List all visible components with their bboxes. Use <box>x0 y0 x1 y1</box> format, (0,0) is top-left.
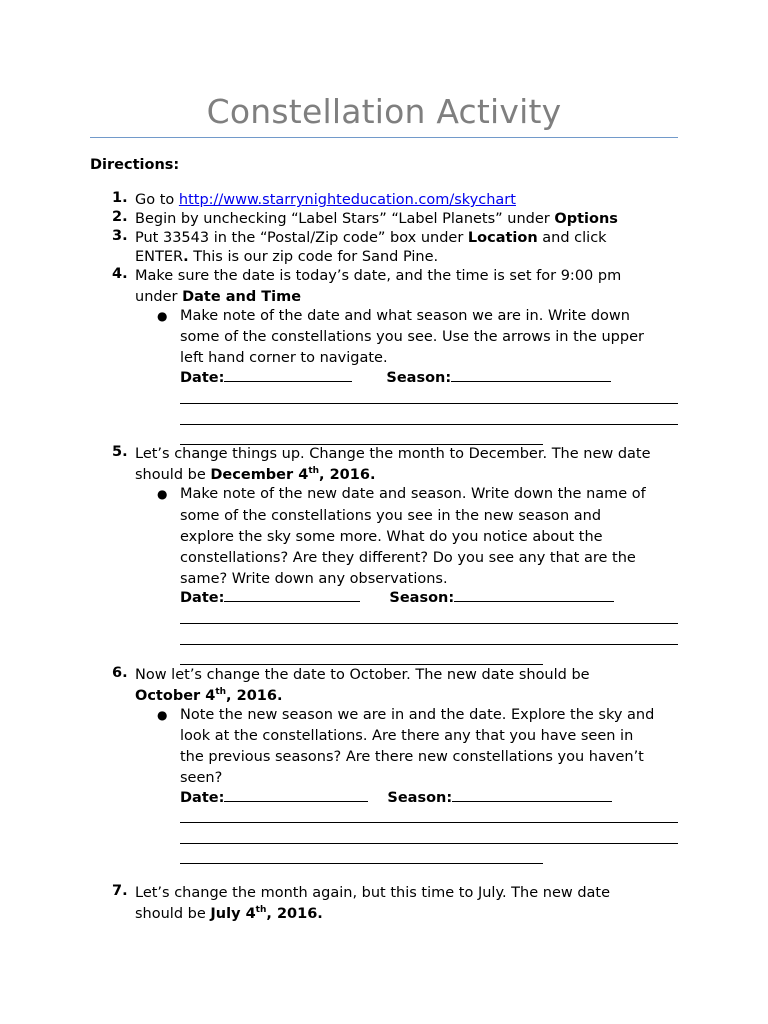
step-4-line-1: Make sure the date is today’s date, and the time is set for 9:00 pm <box>135 268 622 284</box>
step-7-line-1: Let’s change the month again, but this time to July. The new date <box>135 885 611 901</box>
step-5-bullet-line-3: explore the sky some more. What do you notice about the <box>180 529 603 545</box>
step-5-bullet-line-5: same? Write down any observations. <box>180 571 448 587</box>
season-label: Season: <box>389 590 455 606</box>
date-label: Date: <box>180 790 225 806</box>
step-3-prefix: Put 33543 in the “Postal/Zip code” box under <box>135 230 468 246</box>
step-5-bullet-line-4: constellations? Are they different? Do you see any that are the <box>180 550 636 566</box>
bullet-icon: ● <box>157 708 168 722</box>
step-6-number: 6. <box>112 665 128 681</box>
step-1-text <box>135 190 516 210</box>
step-3-enter: ENTER <box>135 249 184 265</box>
step-7-sup: th <box>255 905 267 916</box>
date-blank[interactable] <box>224 787 368 802</box>
step-7-line-2 <box>135 904 323 924</box>
season-label: Season: <box>386 370 452 386</box>
date-label: Date: <box>180 590 225 606</box>
step-6-bullet-line-4: seen? <box>180 770 223 786</box>
step-7-date: July 4 <box>210 906 256 922</box>
answer-line[interactable] <box>180 822 678 823</box>
step-6-sup: th <box>215 687 227 698</box>
step-3-period: . <box>183 249 189 265</box>
step-4-bullet-line-1: Make note of the date and what season we are in. Write down <box>180 308 630 324</box>
step-2-bold: Options <box>554 211 618 227</box>
step-4-bullet-line-2: some of the constellations you see. Use the arrows in the upper <box>180 329 644 345</box>
step-6-line-2 <box>135 686 282 706</box>
answer-line[interactable] <box>180 863 543 864</box>
answer-line[interactable] <box>180 843 678 844</box>
step-4-bullet-line-3: left hand corner to navigate. <box>180 350 388 366</box>
step-5-sup: th <box>308 466 320 477</box>
step-5-line-1: Let’s change things up. Change the month to December. The new date <box>135 446 651 462</box>
step-2-text <box>135 209 618 229</box>
step-6-line-1: Now let’s change the date to October. The new date should be <box>135 667 590 683</box>
season-blank[interactable] <box>451 367 611 382</box>
step-3-zip-note: This is our zip code for Sand Pine. <box>188 249 439 265</box>
season-label: Season: <box>387 790 453 806</box>
step-1-number: 1. <box>112 190 128 206</box>
step-2-prefix: Begin by unchecking “Label Stars” “Label Planets” under <box>135 211 555 227</box>
step-4-bold: Date and Time <box>182 289 302 305</box>
step-6-year: , 2016. <box>226 688 283 704</box>
step-4-number: 4. <box>112 266 128 282</box>
step-5-bullet-line-1: Make note of the new date and season. Write down the name of <box>180 486 646 502</box>
step-5-date: December 4 <box>210 467 309 483</box>
answer-line[interactable] <box>180 644 678 645</box>
answer-line[interactable] <box>180 403 678 404</box>
skychart-link[interactable]: http://www.starrynighteducation.com/skychart <box>178 192 516 208</box>
step-5-number: 5. <box>112 444 128 460</box>
date-label: Date: <box>180 370 225 386</box>
step-6-date-season <box>180 787 612 808</box>
title-underline <box>90 137 678 138</box>
step-5-line-2 <box>135 465 375 485</box>
step-4-date-season <box>180 367 611 388</box>
step-3-number: 3. <box>112 228 128 244</box>
step-7-year: , 2016. <box>266 906 323 922</box>
step-7-number: 7. <box>112 883 128 899</box>
step-3-bold: Location <box>467 230 538 246</box>
answer-line[interactable] <box>180 424 678 425</box>
step-5-year: , 2016. <box>319 467 376 483</box>
step-4-line-2 <box>135 287 301 307</box>
step-5-bullet-line-2: some of the constellations you see in the new season and <box>180 508 602 524</box>
step-6-date: October 4 <box>135 688 216 704</box>
step-4-under: under <box>135 289 183 305</box>
answer-line[interactable] <box>180 623 678 624</box>
bullet-icon: ● <box>157 487 168 501</box>
step-6-bullet-line-3: the previous seasons? Are there new constellations you haven’t <box>180 749 644 765</box>
date-blank[interactable] <box>224 587 360 602</box>
step-1-prefix: Go to <box>135 192 179 208</box>
step-6-bullet-line-1: Note the new season we are in and the date. Explore the sky and <box>180 707 655 723</box>
season-blank[interactable] <box>454 587 614 602</box>
step-3-line-2 <box>135 247 438 267</box>
bullet-icon: ● <box>157 309 168 323</box>
date-blank[interactable] <box>224 367 352 382</box>
step-5-date-season <box>180 587 614 608</box>
step-6-bullet-line-2: look at the constellations. Are there any that you have seen in <box>180 728 634 744</box>
step-2-number: 2. <box>112 209 128 225</box>
directions-heading: Directions: <box>90 157 180 173</box>
step-5-should-be: should be <box>135 467 211 483</box>
step-7-should-be: should be <box>135 906 211 922</box>
season-blank[interactable] <box>452 787 612 802</box>
page-title: Constellation Activity <box>206 92 562 131</box>
step-3-line-1 <box>135 228 607 248</box>
step-3-suffix: and click <box>537 230 607 246</box>
